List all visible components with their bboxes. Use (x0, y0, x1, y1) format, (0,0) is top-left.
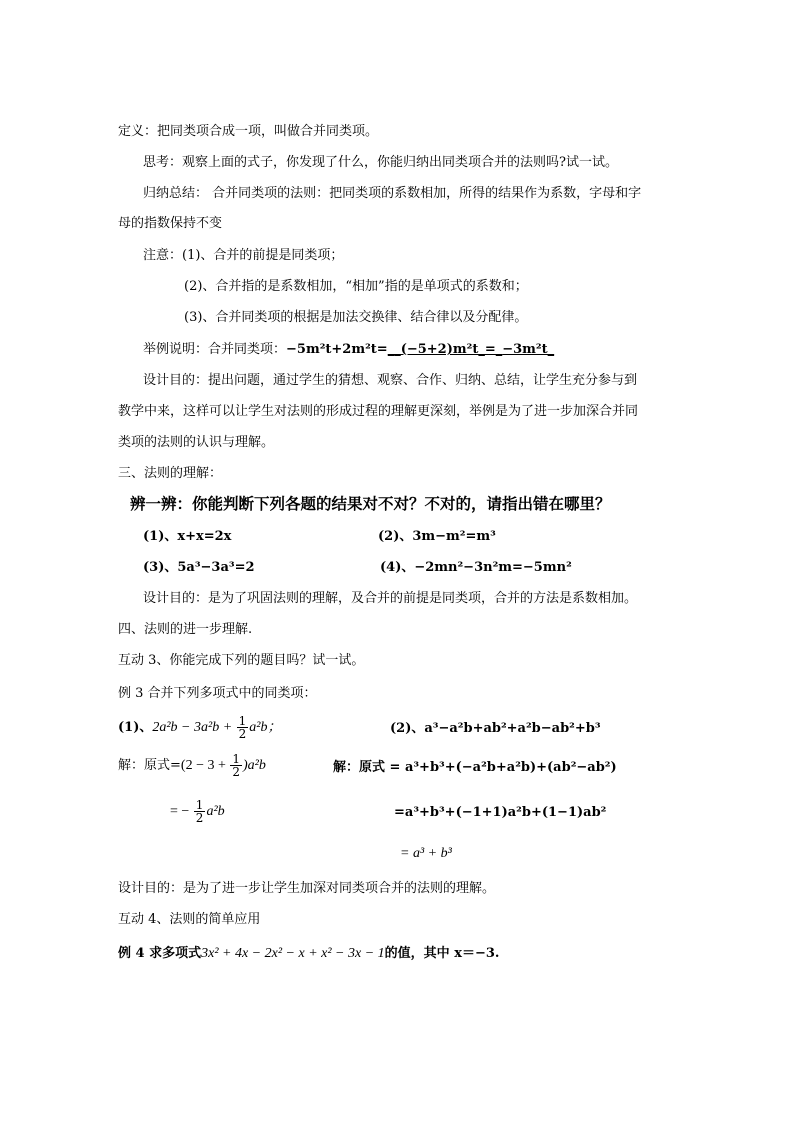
summary-line-2: 母的指数保持不变 (118, 216, 223, 231)
solution-1-part-b: )a²b (243, 758, 266, 773)
ex3-item-1-half (237, 715, 249, 740)
interact-4-line: 互动 4、法则的简单应用 (118, 912, 261, 927)
solution-1-half (230, 753, 242, 778)
design-2-line: 设计目的：是为了巩固法则的理解，及合并的前提是同类项，合并的方法是系数相加。 (143, 591, 638, 606)
frac-denominator: 2 (238, 727, 247, 741)
interact-3-line: 互动 3、你能完成下列的题目吗？试一试。 (118, 653, 365, 668)
judge-item-2: (2)、3m−m²=m³ (378, 529, 496, 544)
summary-line-1: 归纳总结： 合并同类项的法则：把同类项的系数相加，所得的结果作为系数，字母和字 (143, 186, 642, 201)
definition-line: 定义：把同类项合成一项，叫做合并同类项。 (118, 124, 379, 139)
judge-item-1: (1)、x+x=2x (143, 529, 232, 544)
solution-1-part-a: (2 − 3 + (180, 758, 230, 773)
solution-1-result-half (194, 799, 206, 824)
note-line-2: (2)、合并指的是系数相加，“相加”指的是单项式的系数和； (184, 279, 528, 294)
example-3-item-2: (2)、a³−a²b+ab²+a²b−ab²+b³ (390, 721, 601, 736)
example-fill-2: −3m²t_ (502, 342, 555, 357)
note-line-1: 注意：(1)、合并的前提是同类项； (143, 248, 344, 263)
frac-numerator: 1 (238, 714, 247, 728)
design-3-line: 设计目的：是为了进一步让学生加深对同类项合并的法则的理解。 (118, 881, 496, 896)
section-3-heading: 三、法则的理解： (118, 466, 223, 481)
solution-1-label: 解：原式= (118, 758, 181, 773)
think-line: 思考：观察上面的式子，你发现了什么，你能归纳出同类项合并的法则吗?试一试。 (143, 155, 618, 170)
example-4-line (118, 946, 499, 962)
example-intro: 举例说明：合并同类项： (143, 342, 287, 357)
design-1-line-a: 设计目的：提出问题，通过学生的猜想、观察、合作、归纳、总结，让学生充分参与到 (143, 373, 638, 388)
frac-denominator: 2 (232, 765, 240, 779)
design-1-line-b: 教学中来，这样可以让学生对法则的形成过程的理解更深刻，举例是为了进一步加深合并同 (118, 404, 639, 419)
solution-2-line-c: = a³ + b³ (400, 846, 452, 861)
example-fill-1: __(−5+2)m²t_=_ (387, 342, 503, 357)
frac-denominator: 2 (195, 811, 204, 825)
solution-1-line (118, 752, 266, 780)
solution-1-result (170, 798, 225, 826)
frac-numerator: 1 (195, 798, 204, 812)
example-expression: −5m²t+2m²t= (286, 342, 388, 357)
example-3-item-1 (118, 714, 282, 742)
ex3-item-1-label: (1)、 (118, 720, 153, 735)
example-4-tail: 的值，其中 x＝−3. (384, 946, 500, 961)
example-3-title: 例 3 合并下列多项式中的同类项： (118, 686, 317, 701)
ex3-item-1-expr-b: a²b； (249, 720, 282, 735)
frac-numerator: 1 (232, 752, 240, 766)
judge-item-4: (4)、−2mn²−3n²m=−5mn² (380, 560, 572, 575)
example-4-label: 例 4 求多项式 (118, 946, 202, 961)
example-line (143, 342, 554, 358)
solution-1-result-b: a²b (206, 804, 225, 819)
solution-2-line-a: 解：原式 = a³+b³+(−a²b+a²b)+(ab²−ab²) (333, 760, 617, 775)
example-4-expression: 3x² + 4x − 2x² − x + x² − 3x − 1 (201, 946, 385, 961)
note-line-3: (3)、合并同类项的根据是加法交换律、结合律以及分配律。 (184, 310, 528, 325)
section-4-heading: 四、法则的进一步理解. (118, 622, 253, 637)
solution-2-line-b: =a³+b³+(−1+1)a²b+(1−1)ab² (394, 805, 607, 820)
judge-heading: 辨一辨：你能判断下列各题的结果对不对？不对的，请指出错在哪里？ (130, 494, 611, 513)
ex3-item-1-expr-a: 2a²b − 3a²b + (152, 720, 236, 735)
judge-item-3: (3)、5a³−3a³=2 (143, 560, 255, 575)
design-1-line-c: 类项的法则的认识与理解。 (118, 435, 275, 450)
solution-1-result-a: = − (170, 804, 193, 819)
